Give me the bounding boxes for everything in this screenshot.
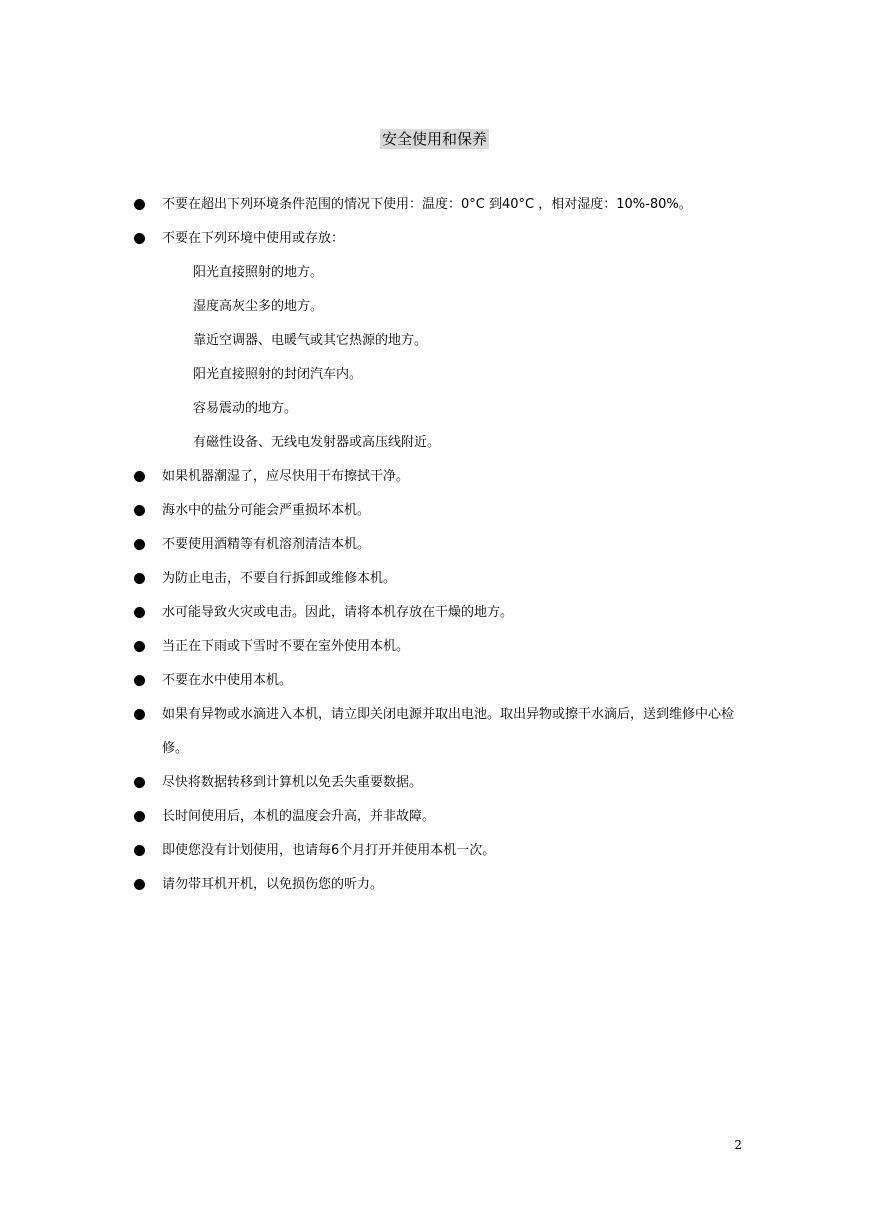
list-item-text: 即使您没有计划使用，也请每6个月打开并使用本机一次。 (162, 843, 496, 858)
list-item (130, 834, 750, 868)
page-title (0, 128, 869, 150)
list-item (130, 868, 750, 902)
list-item-text: 不要使用酒精等有机溶剂清洁本机。 (162, 537, 371, 552)
list-item (130, 188, 750, 222)
sub-list-item: 阳光直接照射的封闭汽车内。 (193, 367, 363, 382)
safety-list (130, 188, 750, 902)
bullet-icon (134, 471, 145, 482)
list-item (130, 460, 750, 494)
sub-list-item: 靠近空调器、电暖气或其它热源的地方。 (193, 333, 428, 348)
sub-list-item: 容易震动的地方。 (193, 401, 298, 416)
bullet-icon (134, 505, 145, 516)
list-item-text: 长时间使用后，本机的温度会升高，并非故障。 (162, 809, 436, 824)
list-item (130, 562, 750, 596)
list-item-text: 如果机器潮湿了，应尽快用干布擦拭干净。 (162, 469, 410, 484)
bullet-icon (134, 879, 145, 890)
bullet-icon (134, 199, 145, 210)
bullet-icon (134, 607, 145, 618)
bullet-icon (134, 675, 145, 686)
list-item (130, 766, 750, 800)
sub-list-item: 湿度高灰尘多的地方。 (193, 299, 324, 314)
list-item-text: 水可能导致火灾或电击。因此，请将本机存放在干燥的地方。 (162, 605, 514, 620)
bullet-icon (134, 233, 145, 244)
page-number: 2 (734, 1138, 742, 1152)
list-item-text: 不要在超出下列环境条件范围的情况下使用：温度：0°C 到40°C ，相对湿度：10%-80%。 (162, 197, 692, 212)
list-item (130, 596, 750, 630)
list-item (130, 800, 750, 834)
page-title-text: 安全使用和保养 (381, 130, 487, 148)
list-item (130, 698, 750, 766)
bullet-icon (134, 539, 145, 550)
bullet-icon (134, 573, 145, 584)
list-item (130, 222, 750, 256)
sub-list-item: 有磁性设备、无线电发射器或高压线附近。 (193, 435, 441, 450)
list-item-text: 当正在下雨或下雪时不要在室外使用本机。 (162, 639, 410, 654)
bullet-icon (134, 777, 145, 788)
list-item (130, 664, 750, 698)
list-item (130, 630, 750, 664)
bullet-icon (134, 845, 145, 856)
bullet-icon (134, 709, 145, 720)
list-item (130, 528, 750, 562)
bullet-icon (134, 641, 145, 652)
list-item-text: 尽快将数据转移到计算机以免丢失重要数据。 (162, 775, 423, 790)
list-item-text: 不要在下列环境中使用或存放： (162, 231, 345, 246)
list-item-text: 为防止电击，不要自行拆卸或维修本机。 (162, 571, 397, 586)
list-item-text: 海水中的盐分可能会严重损坏本机。 (162, 503, 371, 518)
list-item (130, 494, 750, 528)
list-item-text: 请勿带耳机开机，以免损伤您的听力。 (162, 877, 384, 892)
list-item-text: 如果有异物或水滴进入本机，请立即关闭电源并取出电池。取出异物或擦干水滴后，送到维修中心检修。 (162, 707, 735, 756)
sub-list-item: 阳光直接照射的地方。 (193, 265, 324, 280)
bullet-icon (134, 811, 145, 822)
list-item-text: 不要在水中使用本机。 (162, 673, 293, 688)
